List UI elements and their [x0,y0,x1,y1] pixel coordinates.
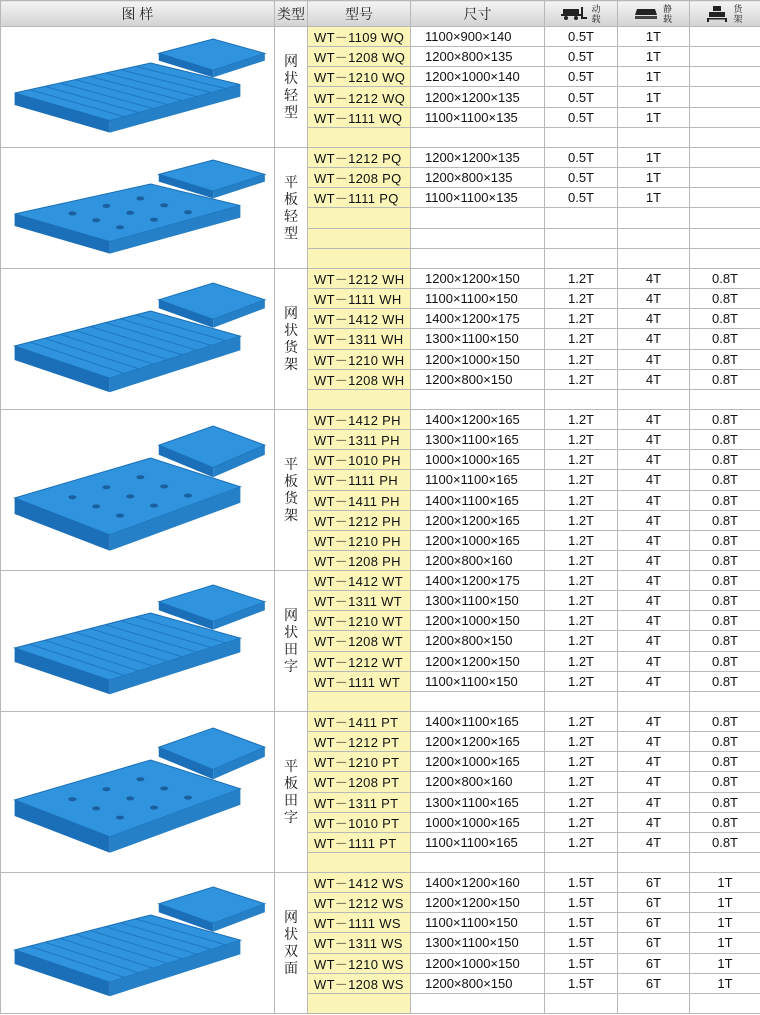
static-load-cell: 1T [618,87,690,107]
rack-load-cell [690,188,760,208]
size-cell: 1000×1000×165 [411,450,545,470]
rack-load-cell [690,168,760,188]
size-cell [411,208,545,228]
dynamic-load-cell: 1.5T [545,913,618,933]
dynamic-load-cell: 0.5T [545,27,618,47]
static-load-cell: 4T [618,269,690,289]
rack-load-cell: 0.8T [690,369,760,389]
dynamic-load-cell: 0.5T [545,67,618,87]
rack-load-cell [690,993,760,1013]
rack-load-cell: 1T [690,953,760,973]
rack-load-cell: 0.8T [690,832,760,852]
static-load-cell: 4T [618,591,690,611]
static-load-cell: 4T [618,470,690,490]
model-cell: WT－1412 PH [308,410,411,430]
model-cell: WT－1210 WS [308,953,411,973]
rack-load-cell: 0.8T [690,591,760,611]
pallet-illustration [1,712,273,872]
dynamic-load-cell: 1.2T [545,631,618,651]
model-cell [308,127,411,147]
dynamic-load-cell: 1.5T [545,893,618,913]
dynamic-load-cell: 1.2T [545,792,618,812]
model-cell: WT－1010 PH [308,450,411,470]
rack-load-cell: 0.8T [690,732,760,752]
size-cell: 1200×1200×135 [411,148,545,168]
rack-load-cell: 0.8T [690,410,760,430]
pallet-illustration [1,571,273,711]
rack-load-cell: 0.8T [690,490,760,510]
static-load-cell: 6T [618,973,690,993]
size-cell [411,248,545,268]
static-load-cell: 4T [618,309,690,329]
static-load-cell: 6T [618,953,690,973]
rack-load-cell: 0.8T [690,309,760,329]
static-load-cell: 1T [618,67,690,87]
rack-load-cell: 0.8T [690,792,760,812]
pallet-illustration [1,410,273,570]
pallet-image [1,873,275,1014]
rack-load-cell: 0.8T [690,772,760,792]
size-cell: 1200×1200×165 [411,732,545,752]
model-cell: WT－1208 PH [308,550,411,570]
size-cell: 1200×800×150 [411,973,545,993]
model-cell: WT－1412 WH [308,309,411,329]
ground-stack-icon [635,7,659,21]
dynamic-load-cell: 1.2T [545,772,618,792]
model-cell: WT－1111 PT [308,832,411,852]
table-row [1,148,760,168]
rack-load-cell: 0.8T [690,611,760,631]
size-cell: 1200×1000×150 [411,611,545,631]
model-cell: WT－1411 PT [308,712,411,732]
category-label: 网状田字 [275,571,308,712]
model-cell: WT－1210 WH [308,349,411,369]
dynamic-load-cell: 1.2T [545,309,618,329]
rack-stack-icon [707,6,729,22]
dynamic-load-cell [545,208,618,228]
static-load-cell: 4T [618,712,690,732]
table-row [1,410,760,430]
model-cell: WT－1311 WH [308,329,411,349]
size-cell: 1400×1200×165 [411,410,545,430]
model-cell: WT－1212 PH [308,510,411,530]
model-cell: WT－1311 PT [308,792,411,812]
dynamic-load-cell: 1.2T [545,470,618,490]
static-load-cell: 6T [618,893,690,913]
rack-load-cell: 0.8T [690,752,760,772]
rack-load-cell: 0.8T [690,712,760,732]
dynamic-load-cell [545,127,618,147]
size-cell: 1100×900×140 [411,27,545,47]
size-cell: 1200×1200×135 [411,87,545,107]
rack-load-cell: 1T [690,893,760,913]
model-cell: WT－1208 WS [308,973,411,993]
static-load-cell: 6T [618,933,690,953]
size-cell: 1400×1200×160 [411,873,545,893]
static-load-cell: 4T [618,410,690,430]
dynamic-load-cell: 1.2T [545,812,618,832]
dynamic-load-cell: 1.5T [545,873,618,893]
model-cell [308,248,411,268]
pallet-illustration [1,269,273,409]
static-load-cell: 1T [618,27,690,47]
pallet-image [1,410,275,571]
dynamic-load-cell: 1.2T [545,571,618,591]
rack-load-cell: 1T [690,973,760,993]
static-load-cell [618,852,690,872]
rack-load-cell [690,228,760,248]
rack-load-cell [690,691,760,711]
size-cell [411,852,545,872]
model-cell: WT－1111 WH [308,289,411,309]
size-cell: 1400×1200×175 [411,571,545,591]
rack-load-cell: 0.8T [690,671,760,691]
rack-load-cell [690,27,760,47]
rack-load-cell: 0.8T [690,651,760,671]
rack-load-cell: 1T [690,933,760,953]
size-cell: 1300×1100×150 [411,591,545,611]
dynamic-load-cell: 0.5T [545,107,618,127]
model-cell: WT－1010 PT [308,812,411,832]
rack-load-cell: 0.8T [690,631,760,651]
rack-load-cell [690,852,760,872]
size-cell: 1100×1100×135 [411,107,545,127]
model-cell: WT－1111 PH [308,470,411,490]
category-label: 平板田字 [275,712,308,873]
table-row [1,712,760,732]
category-label: 平板货架 [275,410,308,571]
dynamic-load-cell: 1.2T [545,349,618,369]
size-cell: 1100×1100×135 [411,188,545,208]
static-load-header: 静载 [618,1,690,27]
dynamic-load-cell: 1.2T [545,329,618,349]
size-cell: 1200×800×135 [411,47,545,67]
rack-load-cell: 1T [690,873,760,893]
dynamic-load-cell: 1.2T [545,712,618,732]
size-cell: 1100×1100×150 [411,671,545,691]
static-load-cell: 1T [618,188,690,208]
model-cell: WT－1109 WQ [308,27,411,47]
static-load-cell: 4T [618,530,690,550]
rack-load-cell: 0.8T [690,450,760,470]
static-load-cell: 4T [618,349,690,369]
static-load-cell: 4T [618,732,690,752]
pallet-image [1,712,275,873]
static-load-cell: 4T [618,752,690,772]
rack-load-cell [690,107,760,127]
rack-load-cell: 0.8T [690,550,760,570]
model-cell [308,691,411,711]
static-load-cell: 4T [618,369,690,389]
model-cell: WT－1212 WQ [308,87,411,107]
model-cell: WT－1411 PH [308,490,411,510]
model-cell: WT－1111 WQ [308,107,411,127]
size-cell: 1200×1200×150 [411,269,545,289]
size-cell: 1400×1100×165 [411,490,545,510]
table-row [1,571,760,591]
size-cell: 1200×800×150 [411,369,545,389]
rack-load-cell: 0.8T [690,812,760,832]
pallet-illustration [1,873,273,1013]
static-load-cell: 4T [618,772,690,792]
dynamic-load-cell: 0.5T [545,47,618,67]
pallet-image [1,571,275,712]
model-cell: WT－1311 PH [308,430,411,450]
model-cell: WT－1208 WT [308,631,411,651]
static-load-cell: 4T [618,510,690,530]
dynamic-load-cell: 1.2T [545,550,618,570]
dynamic-load-cell: 1.5T [545,973,618,993]
rack-load-cell: 1T [690,913,760,933]
model-cell: WT－1111 PQ [308,188,411,208]
dynamic-load-cell: 0.5T [545,168,618,188]
static-load-cell: 4T [618,571,690,591]
dynamic-load-cell [545,852,618,872]
rack-load-cell: 0.8T [690,510,760,530]
dynamic-load-cell: 1.2T [545,591,618,611]
table-row [1,269,760,289]
dynamic-load-cell: 1.2T [545,410,618,430]
pallet-illustration [1,27,273,147]
size-cell: 1300×1100×150 [411,933,545,953]
rack-load-cell: 0.8T [690,329,760,349]
table-body [1,27,760,1014]
static-load-cell: 4T [618,550,690,570]
size-cell [411,127,545,147]
dynamic-load-header: 动载 [545,1,618,27]
model-cell: WT－1210 WT [308,611,411,631]
static-load-cell: 4T [618,611,690,631]
rack-load-cell: 0.8T [690,269,760,289]
static-load-cell: 1T [618,168,690,188]
size-cell: 1000×1000×165 [411,812,545,832]
model-column-header: 型号 [308,1,411,27]
static-load-cell [618,248,690,268]
dynamic-load-cell: 1.2T [545,289,618,309]
static-load-cell: 1T [618,148,690,168]
size-cell: 1200×1000×150 [411,349,545,369]
rack-load-cell: 0.8T [690,349,760,369]
dynamic-load-cell: 0.5T [545,87,618,107]
pallet-image [1,269,275,410]
static-load-cell: 4T [618,631,690,651]
dynamic-load-cell [545,691,618,711]
size-cell: 1200×1000×150 [411,953,545,973]
size-cell: 1200×1200×150 [411,893,545,913]
rack-load-cell [690,208,760,228]
model-cell: WT－1311 WS [308,933,411,953]
static-load-cell: 4T [618,792,690,812]
dynamic-load-cell: 1.2T [545,832,618,852]
static-load-cell: 4T [618,832,690,852]
size-cell: 1400×1100×165 [411,712,545,732]
model-cell: WT－1208 WQ [308,47,411,67]
static-load-cell: 6T [618,913,690,933]
model-cell: WT－1212 PT [308,732,411,752]
static-load-cell: 1T [618,47,690,67]
static-load-cell: 4T [618,329,690,349]
dynamic-load-cell: 1.2T [545,369,618,389]
size-cell: 1100×1100×150 [411,913,545,933]
dynamic-load-cell [545,993,618,1013]
image-column-header: 图 样 [1,1,275,27]
static-load-cell [618,993,690,1013]
static-load-cell: 4T [618,430,690,450]
header-row [1,1,760,27]
model-cell [308,208,411,228]
model-cell [308,389,411,409]
rack-load-cell: 0.8T [690,430,760,450]
size-cell: 1200×1000×165 [411,752,545,772]
model-cell: WT－1412 WT [308,571,411,591]
type-column-header: 类型 [275,1,308,27]
model-cell: WT－1111 WT [308,671,411,691]
static-load-cell: 4T [618,289,690,309]
size-cell: 1400×1200×175 [411,309,545,329]
pallet-image [1,27,275,148]
rack-load-cell [690,248,760,268]
rack-load-cell: 0.8T [690,470,760,490]
rack-load-cell [690,127,760,147]
dynamic-load-cell [545,228,618,248]
size-cell: 1100×1100×165 [411,832,545,852]
size-cell: 1300×1100×165 [411,792,545,812]
size-cell: 1200×800×135 [411,168,545,188]
table-row [1,27,760,47]
static-load-cell [618,127,690,147]
dynamic-load-cell: 1.2T [545,530,618,550]
dynamic-load-cell: 1.2T [545,269,618,289]
dynamic-load-cell: 0.5T [545,188,618,208]
dynamic-load-cell [545,389,618,409]
size-cell: 1200×1200×165 [411,510,545,530]
rack-load-cell: 0.8T [690,571,760,591]
model-cell: WT－1212 WT [308,651,411,671]
size-cell: 1200×1000×140 [411,67,545,87]
rack-load-cell [690,389,760,409]
model-cell: WT－1210 PT [308,752,411,772]
table-row [1,873,760,893]
rack-load-cell: 0.8T [690,289,760,309]
size-column-header: 尺寸 [411,1,545,27]
model-cell: WT－1210 PH [308,530,411,550]
static-load-cell [618,389,690,409]
category-label: 平板轻型 [275,148,308,269]
size-cell: 1200×800×160 [411,772,545,792]
size-cell [411,389,545,409]
model-cell: WT－1111 WS [308,913,411,933]
pallet-illustration [1,148,273,268]
rack-load-header: 货架 [690,1,760,27]
static-load-cell: 1T [618,107,690,127]
rack-load-cell [690,148,760,168]
model-cell: WT－1210 WQ [308,67,411,87]
dynamic-load-cell: 1.2T [545,732,618,752]
size-cell: 1300×1100×165 [411,430,545,450]
size-cell: 1300×1100×150 [411,329,545,349]
model-cell [308,852,411,872]
static-load-cell: 4T [618,651,690,671]
model-cell: WT－1212 WS [308,893,411,913]
size-cell: 1200×800×160 [411,550,545,570]
category-label: 网状轻型 [275,27,308,148]
model-cell: WT－1212 WH [308,269,411,289]
model-cell: WT－1208 PQ [308,168,411,188]
static-load-cell [618,208,690,228]
dynamic-load-cell: 1.5T [545,933,618,953]
size-cell [411,993,545,1013]
dynamic-load-cell: 1.2T [545,752,618,772]
dynamic-load-cell: 1.2T [545,510,618,530]
static-load-cell [618,228,690,248]
model-cell: WT－1212 PQ [308,148,411,168]
dynamic-load-cell: 1.2T [545,490,618,510]
rack-load-cell [690,67,760,87]
size-cell: 1100×1100×150 [411,289,545,309]
model-cell [308,993,411,1013]
static-load-cell [618,691,690,711]
dynamic-load-cell: 1.2T [545,450,618,470]
dynamic-load-cell: 1.2T [545,651,618,671]
size-cell: 1200×1000×165 [411,530,545,550]
dynamic-load-cell [545,248,618,268]
static-load-cell: 4T [618,812,690,832]
pallet-image [1,148,275,269]
dynamic-load-cell: 1.2T [545,611,618,631]
static-load-cell: 4T [618,671,690,691]
category-label: 网状双面 [275,873,308,1014]
dynamic-load-cell: 1.5T [545,953,618,973]
rack-load-cell: 0.8T [690,530,760,550]
rack-load-cell [690,47,760,67]
size-cell: 1200×1200×150 [411,651,545,671]
dynamic-load-cell: 1.2T [545,671,618,691]
dynamic-load-cell: 1.2T [545,430,618,450]
forklift-load-icon [561,7,587,21]
model-cell: WT－1208 WH [308,369,411,389]
model-cell [308,228,411,248]
size-cell: 1200×800×150 [411,631,545,651]
rack-load-cell [690,87,760,107]
size-cell [411,228,545,248]
size-cell: 1100×1100×165 [411,470,545,490]
model-cell: WT－1412 WS [308,873,411,893]
static-load-cell: 6T [618,873,690,893]
static-load-cell: 4T [618,490,690,510]
static-load-cell: 4T [618,450,690,470]
size-cell [411,691,545,711]
model-cell: WT－1311 WT [308,591,411,611]
category-label: 网状货架 [275,269,308,410]
model-cell: WT－1208 PT [308,772,411,792]
dynamic-load-cell: 0.5T [545,148,618,168]
